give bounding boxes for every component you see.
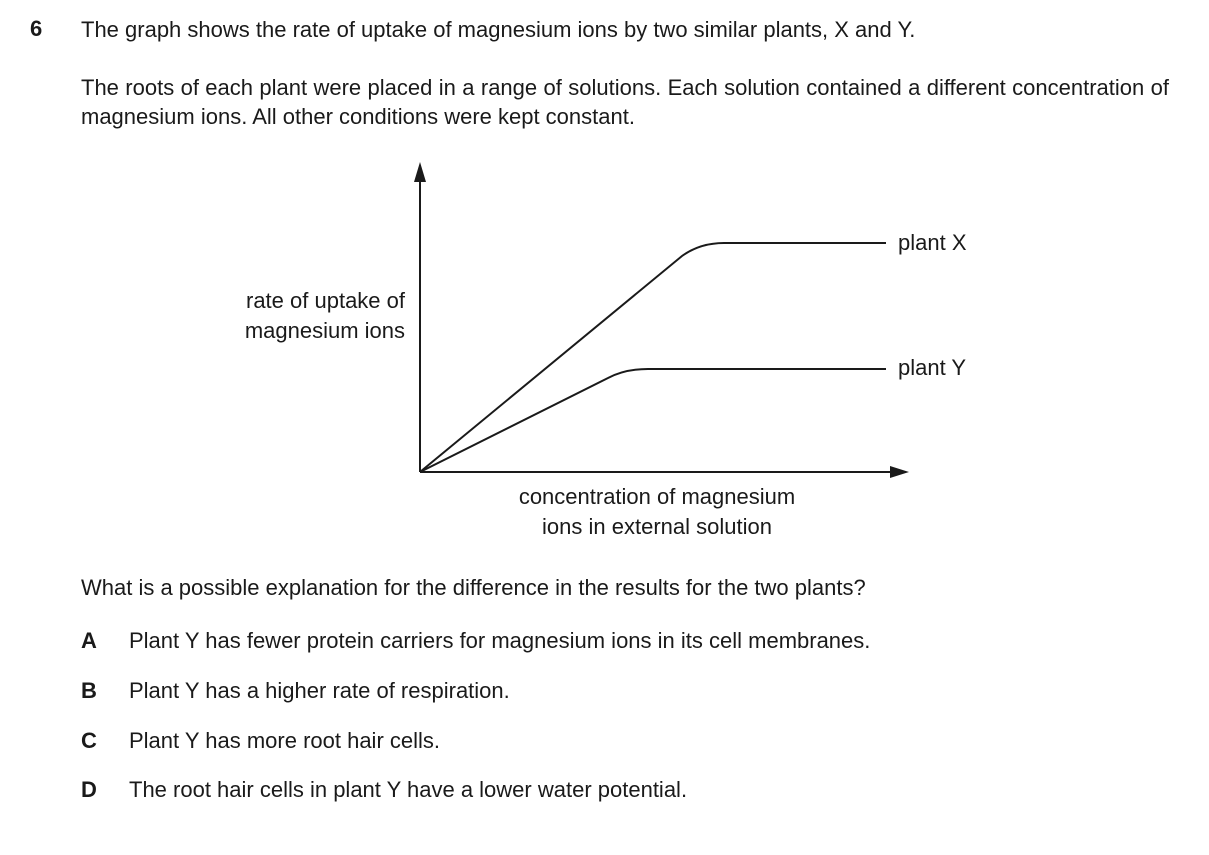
y-axis-label-line-1: rate of uptake of [246,288,405,313]
plant-y-line [420,369,886,472]
option-c-letter: C [81,728,97,753]
question-number: 6 [30,16,43,41]
option-b-letter: B [81,678,97,703]
option-a-text: Plant Y has fewer protein carriers for magnesium ions in its cell membranes. [129,628,871,653]
plant-x-label: plant X [898,230,967,255]
x-axis-label-line-2: ions in external solution [542,514,772,539]
y-axis-label [150,286,405,346]
option-d-letter: D [81,777,97,802]
y-axis-label-line-2: magnesium ions [244,318,405,343]
option-d-text: The root hair cells in plant Y have a lower water potential. [129,777,688,802]
question-prompt: What is a possible explanation for the difference in the results for the two plants? [81,575,866,600]
plant-y-label: plant Y [898,355,967,380]
option-c-text: Plant Y has more root hair cells. [129,728,441,753]
option-b-text: Plant Y has a higher rate of respiration. [129,678,510,703]
x-axis-label-line-1: concentration of magnesium [518,484,796,509]
question-intro: The graph shows the rate of uptake of magnesium ions by two similar plants, X and Y. [81,17,916,42]
question-method: The roots of each plant were placed in a range of solutions. Each solution contained a different concentration of magnesium ions. All other conditions were kept constant. [81,75,1169,129]
x-axis-arrowhead [890,466,909,478]
option-a-letter: A [81,628,97,653]
x-axis-label [457,482,857,542]
plant-x-line [420,243,886,472]
y-axis-arrowhead [414,162,426,182]
